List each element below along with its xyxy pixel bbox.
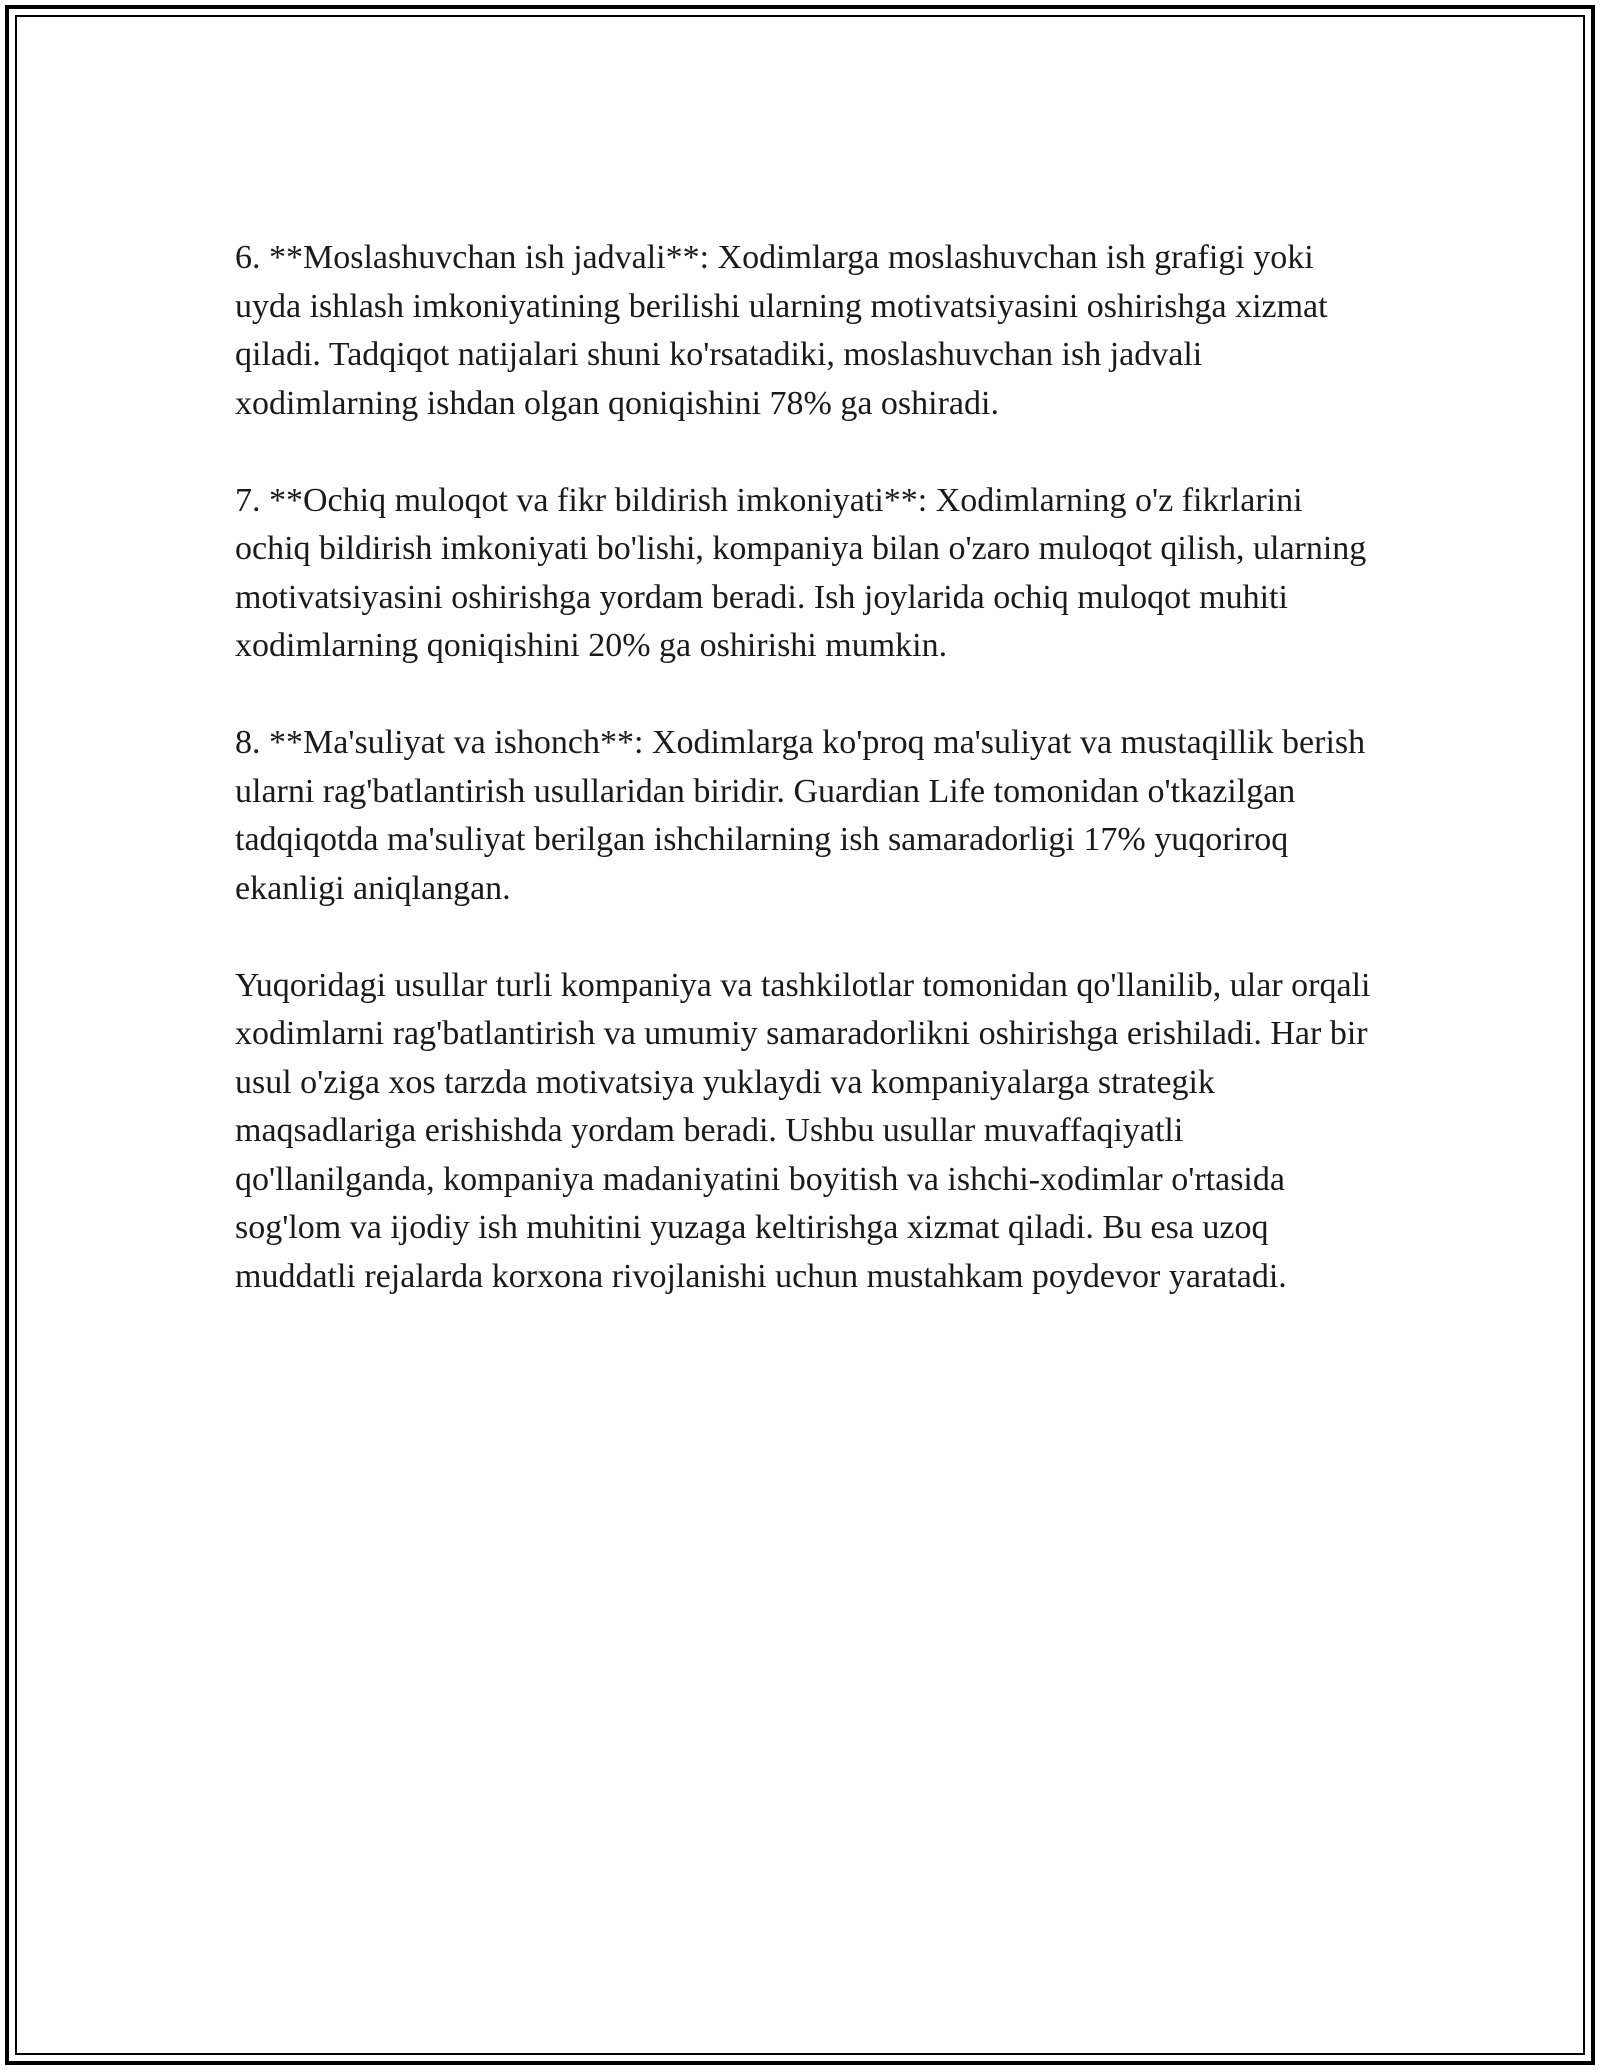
- document-body: [235, 234, 1375, 1350]
- paragraph-flexible-schedule: 6. **Moslashuvchan ish jadvali**: Xodimlarga moslashuvchan ish grafigi yoki uyda ishlash imkoniyatining berilishi ularning motivatsiyasini oshirishga xizmat qiladi. Tadqiqot natijalari shuni ko'rsatadiki, moslashuvchan ish jadvali xodimlarning ishdan olgan qoniqishini 78% ga oshiradi.: [235, 239, 1328, 422]
- paragraph-responsibility-trust: 8. **Ma'suliyat va ishonch**: Xodimlarga ko'proq ma'suliyat va mustaqillik berish ularni rag'batlantirish usullaridan biridir. Guardian Life tomonidan o'tkazilgan tadqiqotda ma'suliyat berilgan ishchilarning ish samaradorligi 17% yuqoriroq ekanligi aniqlangan.: [235, 724, 1366, 907]
- paragraph-conclusion: Yuqoridagi usullar turli kompaniya va tashkilotlar tomonidan qo'llanilib, ular orqali xodimlarni rag'batlantirish va umumiy samaradorlikni oshirishga erishiladi. Har bir usul o'ziga xos tarzda motivatsiya yuklaydi va kompaniyalarga strategik maqsadlariga erishishda yordam beradi. Ushbu usullar muvaffaqiyatli qo'llanilganda, kompaniya madaniyatini boyitish va ishchi-xodimlar o'rtasida sog'lom va ijodiy ish muhitini yuzaga keltirishga xizmat qiladi. Bu esa uzoq muddatli rejalarda korxona rivojlanishi uchun mustahkam poydevor yaratadi.: [235, 966, 1371, 1295]
- paragraph-open-communication: 7. **Ochiq muloqot va fikr bildirish imkoniyati**: Xodimlarning o'z fikrlarini ochiq bildirish imkoniyati bo'lishi, kompaniya bilan o'zaro muloqot qilish, ularning motivatsiyasini oshirishga yordam beradi. Ish joylarida ochiq muloqot muhiti xodimlarning qoniqishini 20% ga oshirishi mumkin.: [235, 481, 1367, 664]
